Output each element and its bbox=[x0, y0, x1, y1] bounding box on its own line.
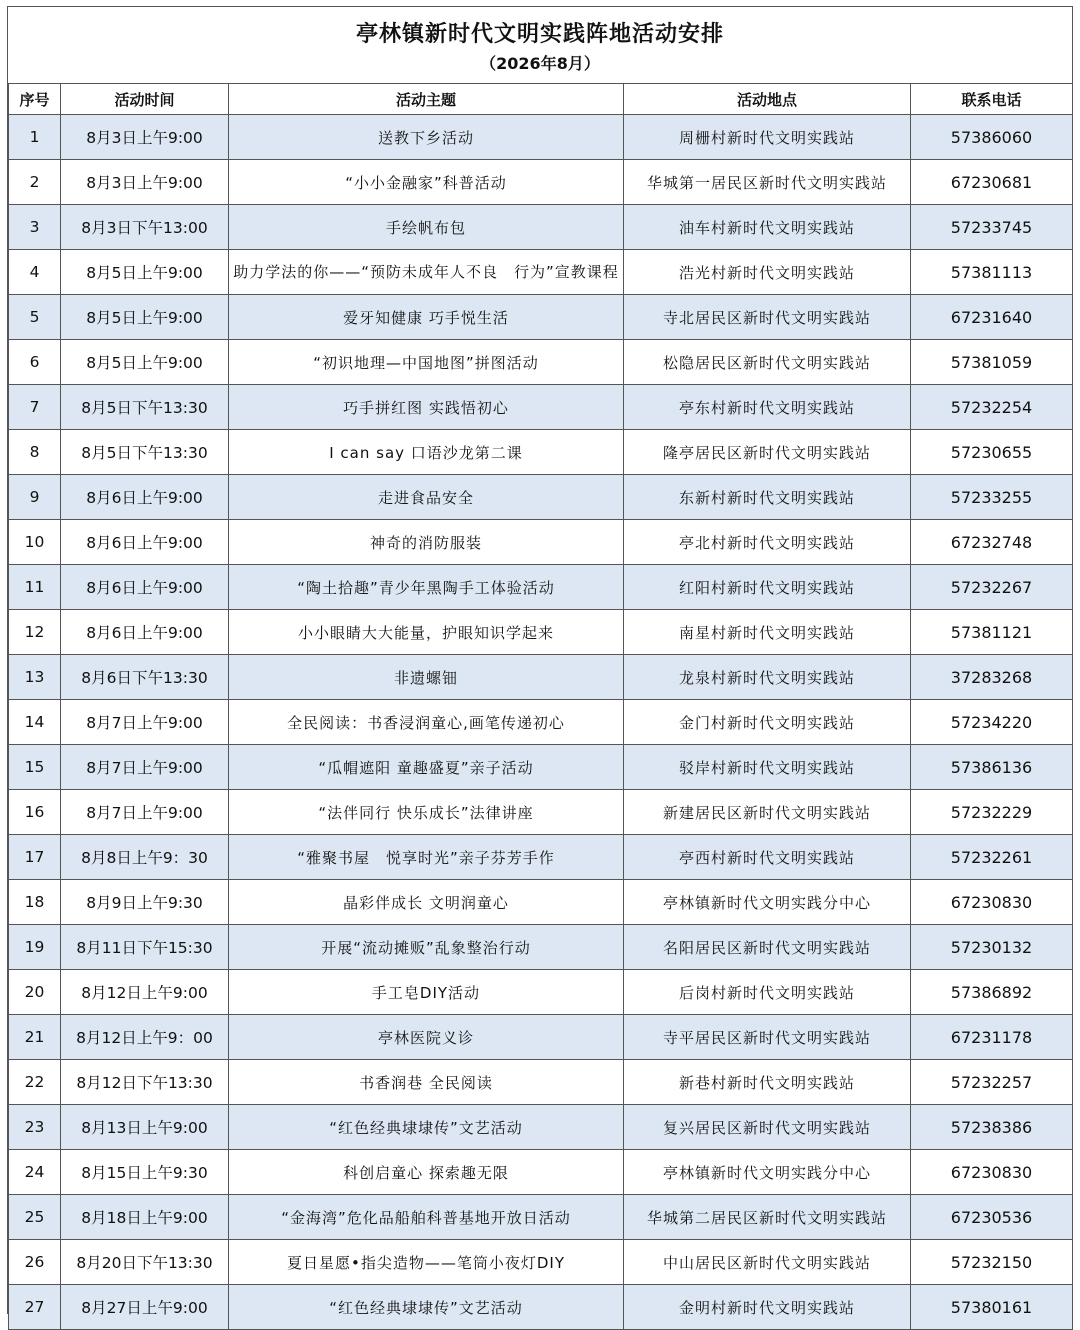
activity-place: 亭北村新时代文明实践站 bbox=[624, 520, 911, 565]
activity-place: 名阳居民区新时代文明实践站 bbox=[624, 925, 911, 970]
table-row bbox=[9, 1240, 1073, 1285]
row-index: 15 bbox=[9, 745, 61, 790]
activity-place: 新建居民区新时代文明实践站 bbox=[624, 790, 911, 835]
activity-topic: “雅聚书屋 悦享时光”亲子芬芳手作 bbox=[229, 835, 624, 880]
activity-topic: 小小眼睛大大能量，护眼知识学起来 bbox=[229, 610, 624, 655]
table-row bbox=[9, 1060, 1073, 1105]
table-row bbox=[9, 205, 1073, 250]
activity-place: 亭东村新时代文明实践站 bbox=[624, 385, 911, 430]
row-index: 6 bbox=[9, 340, 61, 385]
activity-topic: “红色经典埭埭传”文艺活动 bbox=[229, 1105, 624, 1150]
activity-place: 金明村新时代文明实践站 bbox=[624, 1285, 911, 1330]
contact-phone: 57233255 bbox=[911, 475, 1073, 520]
contact-phone: 57380161 bbox=[911, 1285, 1073, 1330]
activity-place: 复兴居民区新时代文明实践站 bbox=[624, 1105, 911, 1150]
activity-topic: “金海湾”危化品船舶科普基地开放日活动 bbox=[229, 1195, 624, 1240]
contact-phone: 67230830 bbox=[911, 1150, 1073, 1195]
contact-phone: 67231640 bbox=[911, 295, 1073, 340]
activity-topic: “陶土拾趣”青少年黑陶手工体验活动 bbox=[229, 565, 624, 610]
table-row bbox=[9, 790, 1073, 835]
activity-place: 隆亭居民区新时代文明实践站 bbox=[624, 430, 911, 475]
activity-time: 8月3日上午9:00 bbox=[61, 115, 229, 160]
activity-topic: 助力学法的你——“预防未成年人不良 行为”宣教课程 bbox=[229, 250, 624, 295]
activity-place: 中山居民区新时代文明实践站 bbox=[624, 1240, 911, 1285]
activity-topic: 爱牙知健康 巧手悦生活 bbox=[229, 295, 624, 340]
row-index: 26 bbox=[9, 1240, 61, 1285]
row-index: 3 bbox=[9, 205, 61, 250]
contact-phone: 57238386 bbox=[911, 1105, 1073, 1150]
contact-phone: 67230830 bbox=[911, 880, 1073, 925]
contact-phone: 57232261 bbox=[911, 835, 1073, 880]
row-index: 9 bbox=[9, 475, 61, 520]
activity-place: 浩光村新时代文明实践站 bbox=[624, 250, 911, 295]
row-index: 14 bbox=[9, 700, 61, 745]
contact-phone: 57381059 bbox=[911, 340, 1073, 385]
activity-time: 8月7日上午9:00 bbox=[61, 700, 229, 745]
activity-time: 8月20日下午13:30 bbox=[61, 1240, 229, 1285]
activity-time: 8月5日下午13:30 bbox=[61, 430, 229, 475]
activity-place: 红阳村新时代文明实践站 bbox=[624, 565, 911, 610]
activity-time: 8月9日上午9:30 bbox=[61, 880, 229, 925]
row-index: 5 bbox=[9, 295, 61, 340]
activity-topic: 科创启童心 探索趣无限 bbox=[229, 1150, 624, 1195]
activity-place: 新巷村新时代文明实践站 bbox=[624, 1060, 911, 1105]
activity-topic: 亭林医院义诊 bbox=[229, 1015, 624, 1060]
activity-place: 亭林镇新时代文明实践分中心 bbox=[624, 1150, 911, 1195]
row-index: 11 bbox=[9, 565, 61, 610]
activity-place: 后岗村新时代文明实践站 bbox=[624, 970, 911, 1015]
row-index: 22 bbox=[9, 1060, 61, 1105]
activity-place: 松隐居民区新时代文明实践站 bbox=[624, 340, 911, 385]
contact-phone: 67230536 bbox=[911, 1195, 1073, 1240]
contact-phone: 57386060 bbox=[911, 115, 1073, 160]
contact-phone: 67230681 bbox=[911, 160, 1073, 205]
activity-time: 8月8日上午9：30 bbox=[61, 835, 229, 880]
page-title: 亭林镇新时代文明实践阵地活动安排 bbox=[355, 22, 724, 47]
table-row bbox=[9, 115, 1073, 160]
table-row bbox=[9, 1150, 1073, 1195]
table-row bbox=[9, 1285, 1073, 1330]
activity-table bbox=[8, 83, 1073, 1330]
activity-place: 寺北居民区新时代文明实践站 bbox=[624, 295, 911, 340]
header-index: 序号 bbox=[9, 84, 61, 115]
table-row bbox=[9, 340, 1073, 385]
table-body bbox=[9, 115, 1073, 1330]
activity-place: 驳岸村新时代文明实践站 bbox=[624, 745, 911, 790]
activity-time: 8月7日上午9:00 bbox=[61, 790, 229, 835]
activity-place: 龙泉村新时代文明实践站 bbox=[624, 655, 911, 700]
activity-time: 8月5日上午9:00 bbox=[61, 250, 229, 295]
contact-phone: 57232257 bbox=[911, 1060, 1073, 1105]
row-index: 25 bbox=[9, 1195, 61, 1240]
contact-phone: 57381113 bbox=[911, 250, 1073, 295]
header-topic: 活动主题 bbox=[229, 84, 624, 115]
activity-topic: 走进食品安全 bbox=[229, 475, 624, 520]
activity-topic: 手绘帆布包 bbox=[229, 205, 624, 250]
row-index: 18 bbox=[9, 880, 61, 925]
row-index: 4 bbox=[9, 250, 61, 295]
row-index: 27 bbox=[9, 1285, 61, 1330]
table-row bbox=[9, 475, 1073, 520]
contact-phone: 57230132 bbox=[911, 925, 1073, 970]
table-row bbox=[9, 385, 1073, 430]
table-row bbox=[9, 1105, 1073, 1150]
activity-time: 8月12日下午13:30 bbox=[61, 1060, 229, 1105]
activity-place: 亭西村新时代文明实践站 bbox=[624, 835, 911, 880]
contact-phone: 57232150 bbox=[911, 1240, 1073, 1285]
activity-topic: 手工皂DIY活动 bbox=[229, 970, 624, 1015]
activity-place: 金门村新时代文明实践站 bbox=[624, 700, 911, 745]
row-index: 20 bbox=[9, 970, 61, 1015]
row-index: 1 bbox=[9, 115, 61, 160]
row-index: 21 bbox=[9, 1015, 61, 1060]
header-phone: 联系电话 bbox=[911, 84, 1073, 115]
table-row bbox=[9, 610, 1073, 655]
contact-phone: 57234220 bbox=[911, 700, 1073, 745]
activity-time: 8月6日下午13:30 bbox=[61, 655, 229, 700]
row-index: 24 bbox=[9, 1150, 61, 1195]
table-row bbox=[9, 655, 1073, 700]
contact-phone: 37283268 bbox=[911, 655, 1073, 700]
activity-time: 8月15日上午9:30 bbox=[61, 1150, 229, 1195]
activity-time: 8月6日上午9:00 bbox=[61, 610, 229, 655]
schedule-sheet bbox=[7, 6, 1073, 1317]
activity-topic: “小小金融家”科普活动 bbox=[229, 160, 624, 205]
table-row bbox=[9, 565, 1073, 610]
contact-phone: 57381121 bbox=[911, 610, 1073, 655]
table-row bbox=[9, 880, 1073, 925]
activity-time: 8月11日下午15:30 bbox=[61, 925, 229, 970]
activity-time: 8月7日上午9:00 bbox=[61, 745, 229, 790]
contact-phone: 67232748 bbox=[911, 520, 1073, 565]
activity-time: 8月5日上午9:00 bbox=[61, 295, 229, 340]
table-row bbox=[9, 430, 1073, 475]
table-row bbox=[9, 835, 1073, 880]
activity-time: 8月12日上午9：00 bbox=[61, 1015, 229, 1060]
table-row bbox=[9, 745, 1073, 790]
activity-time: 8月3日上午9:00 bbox=[61, 160, 229, 205]
row-index: 10 bbox=[9, 520, 61, 565]
contact-phone: 57386136 bbox=[911, 745, 1073, 790]
table-row bbox=[9, 700, 1073, 745]
table-row bbox=[9, 1195, 1073, 1240]
activity-place: 南星村新时代文明实践站 bbox=[624, 610, 911, 655]
activity-topic: 书香润巷 全民阅读 bbox=[229, 1060, 624, 1105]
row-index: 23 bbox=[9, 1105, 61, 1150]
table-row bbox=[9, 970, 1073, 1015]
row-index: 16 bbox=[9, 790, 61, 835]
activity-place: 寺平居民区新时代文明实践站 bbox=[624, 1015, 911, 1060]
table-row bbox=[9, 160, 1073, 205]
activity-topic: 晶彩伴成长 文明润童心 bbox=[229, 880, 624, 925]
activity-topic: “瓜帽遮阳 童趣盛夏”亲子活动 bbox=[229, 745, 624, 790]
contact-phone: 67231178 bbox=[911, 1015, 1073, 1060]
activity-time: 8月13日上午9:00 bbox=[61, 1105, 229, 1150]
row-index: 19 bbox=[9, 925, 61, 970]
activity-place: 东新村新时代文明实践站 bbox=[624, 475, 911, 520]
row-index: 12 bbox=[9, 610, 61, 655]
activity-time: 8月6日上午9:00 bbox=[61, 520, 229, 565]
activity-place: 华城第一居民区新时代文明实践站 bbox=[624, 160, 911, 205]
row-index: 8 bbox=[9, 430, 61, 475]
row-index: 2 bbox=[9, 160, 61, 205]
activity-topic: 全民阅读：书香浸润童心,画笔传递初心 bbox=[229, 700, 624, 745]
contact-phone: 57386892 bbox=[911, 970, 1073, 1015]
table-row bbox=[9, 250, 1073, 295]
activity-place: 周栅村新时代文明实践站 bbox=[624, 115, 911, 160]
activity-topic: 夏日星愿•指尖造物——笔筒小夜灯DIY bbox=[229, 1240, 624, 1285]
activity-topic: 送教下乡活动 bbox=[229, 115, 624, 160]
contact-phone: 57232267 bbox=[911, 565, 1073, 610]
activity-topic: 开展“流动摊贩”乱象整治行动 bbox=[229, 925, 624, 970]
contact-phone: 57233745 bbox=[911, 205, 1073, 250]
activity-time: 8月5日下午13:30 bbox=[61, 385, 229, 430]
row-index: 13 bbox=[9, 655, 61, 700]
table-row bbox=[9, 1015, 1073, 1060]
activity-topic: 巧手拼红图 实践悟初心 bbox=[229, 385, 624, 430]
header-place: 活动地点 bbox=[624, 84, 911, 115]
activity-place: 华城第二居民区新时代文明实践站 bbox=[624, 1195, 911, 1240]
activity-topic: “初识地理—中国地图”拼图活动 bbox=[229, 340, 624, 385]
activity-time: 8月3日下午13:00 bbox=[61, 205, 229, 250]
activity-place: 油车村新时代文明实践站 bbox=[624, 205, 911, 250]
activity-topic: “红色经典埭埭传”文艺活动 bbox=[229, 1285, 624, 1330]
activity-place: 亭林镇新时代文明实践分中心 bbox=[624, 880, 911, 925]
table-header-row bbox=[9, 84, 1073, 115]
activity-time: 8月12日上午9:00 bbox=[61, 970, 229, 1015]
row-index: 17 bbox=[9, 835, 61, 880]
table-row bbox=[9, 295, 1073, 340]
activity-topic: “法伴同行 快乐成长”法律讲座 bbox=[229, 790, 624, 835]
activity-time: 8月6日上午9:00 bbox=[61, 565, 229, 610]
contact-phone: 57232254 bbox=[911, 385, 1073, 430]
row-index: 7 bbox=[9, 385, 61, 430]
contact-phone: 57232229 bbox=[911, 790, 1073, 835]
activity-time: 8月6日上午9:00 bbox=[61, 475, 229, 520]
page-subtitle: （2026年8月） bbox=[480, 54, 600, 73]
activity-topic: 神奇的消防服装 bbox=[229, 520, 624, 565]
table-row bbox=[9, 925, 1073, 970]
activity-time: 8月5日上午9:00 bbox=[61, 340, 229, 385]
activity-topic: 非遗螺钿 bbox=[229, 655, 624, 700]
activity-time: 8月27日上午9:00 bbox=[61, 1285, 229, 1330]
table-row bbox=[9, 520, 1073, 565]
header-time: 活动时间 bbox=[61, 84, 229, 115]
contact-phone: 57230655 bbox=[911, 430, 1073, 475]
activity-time: 8月18日上午9:00 bbox=[61, 1195, 229, 1240]
activity-topic: I can say 口语沙龙第二课 bbox=[229, 430, 624, 475]
